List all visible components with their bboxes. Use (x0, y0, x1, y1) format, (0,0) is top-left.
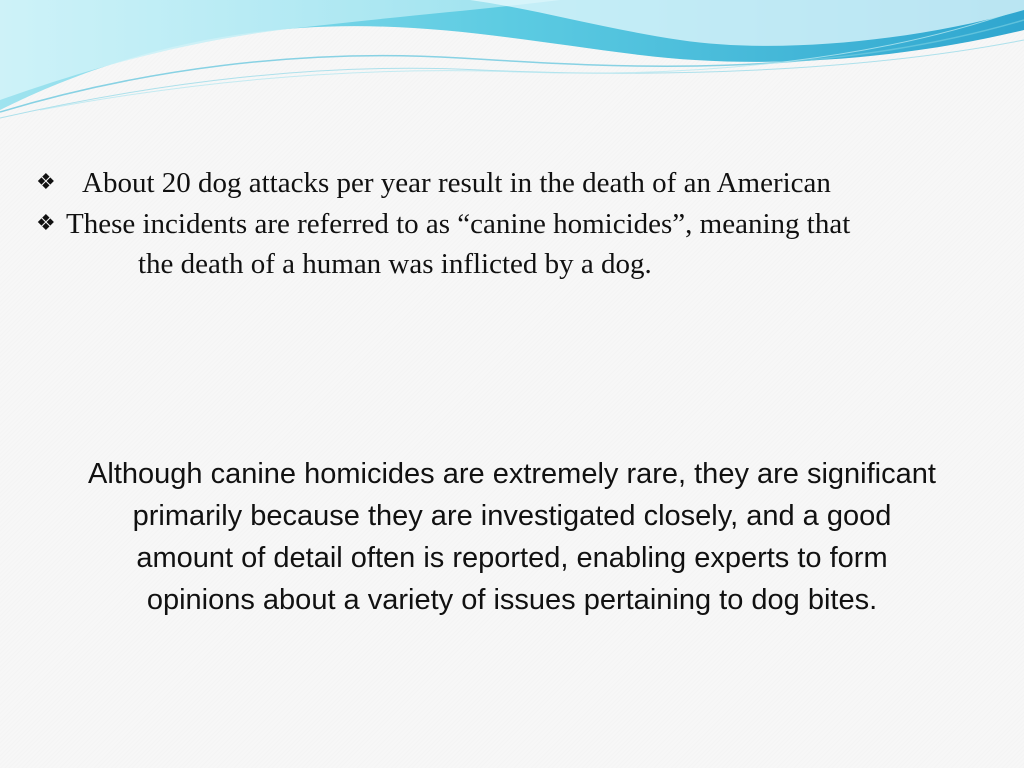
wave-banner-decoration (0, 0, 1024, 130)
bullet-item (36, 203, 996, 284)
paragraph-line: amount of detail often is reported, enabling experts to form (136, 542, 888, 574)
bullet-list (36, 162, 996, 284)
diamond-bullet-icon: ❖ (36, 169, 56, 194)
bullet-text: About 20 dog attacks per year result in the death of an American (82, 167, 831, 199)
bullet-text-continuation: the death of a human was inflicted by a dog. (138, 248, 652, 280)
paragraph-line: Although canine homicides are extremely rare, they are significant (88, 458, 936, 490)
paragraph-line: primarily because they are investigated closely, and a good (132, 500, 892, 532)
body-paragraph (0, 453, 1024, 621)
bullet-text: These incidents are referred to as “canine homicides”, meaning that (66, 208, 851, 240)
paragraph-line: opinions about a variety of issues pertaining to dog bites. (146, 584, 878, 616)
bullet-item (36, 162, 996, 203)
diamond-bullet-icon: ❖ (36, 210, 56, 235)
